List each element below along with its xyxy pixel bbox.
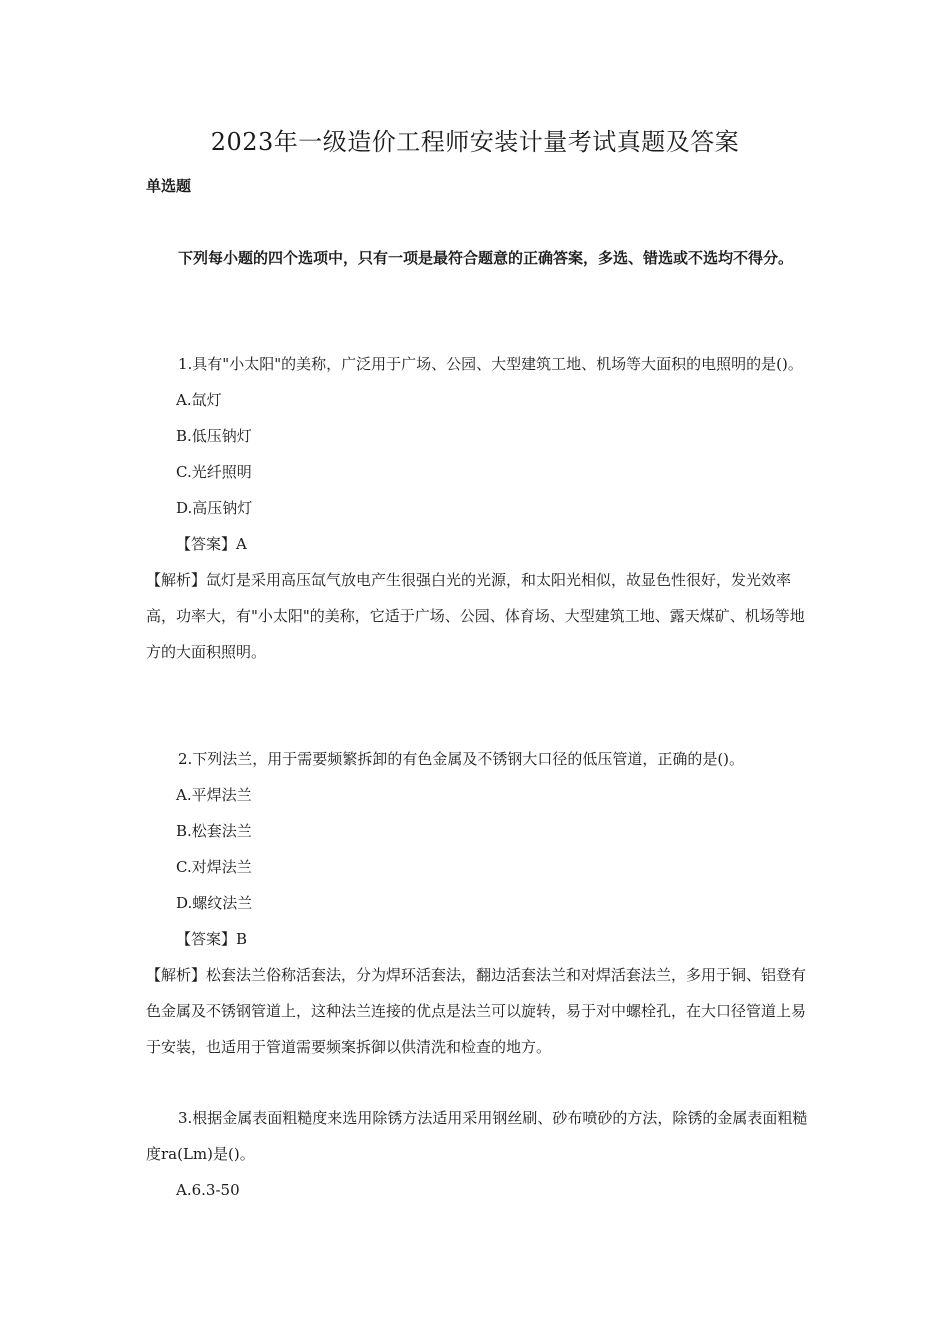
option-c: C.光纤照明 [176,463,252,481]
option-c: C.对焊法兰 [176,858,252,876]
question-3 [146,1100,810,1208]
option-a: A.氙灯 [176,391,222,409]
instructions: 下列每小题的四个选项中，只有一项是最符合题意的正确答案，多选、错选或不选均不得分。 [178,249,794,267]
question-stem: 3.根据金属表面粗糙度来选用除锈方法适用采用钢丝刷、砂布喷砂的方法，除锈的金属表面粗糙度ra(Lm)是()。 [146,1109,808,1163]
option-d: D.螺纹法兰 [176,894,253,912]
option-a: A.6.3-50 [176,1181,240,1199]
option-d: D.高压钠灯 [176,499,253,517]
question-stem: 1.具有"小太阳"的美称，广泛用于广场、公园、大型建筑工地、机场等大面积的电照明的是()。 [178,355,803,373]
explanation: 【解析】氙灯是采用高压氙气放电产生很强白光的光源，和太阳光相似，故显色性很好，发光效率高，功率大，有"小太阳"的美称，它适于广场、公园、体育场、大型建筑工地、露天煤矿、机场等地方的大面积照明。 [146,571,805,661]
option-b: B.低压钠灯 [176,427,252,445]
explanation: 【解析】松套法兰俗称活套法，分为焊环活套法，翻边活套法兰和对焊活套法兰，多用于铜、铝登有色金属及不锈钢管道上，这种法兰连接的优点是法兰可以旋转，易于对中螺栓孔，在大口径管道上易于安装，也适用于管道需要频案拆御以供清洗和检查的地方。 [146,966,807,1056]
question-stem: 2.下列法兰，用于需要频繁拆卸的有色金属及不锈钢大口径的低压管道，正确的是()。 [178,750,745,768]
option-b: B.松套法兰 [176,822,252,840]
document-title: 2023年一级造价工程师安装计量考试真题及答案 [210,128,740,156]
answer: 【答案】B [176,930,248,948]
answer: 【答案】A [176,535,247,553]
question-1 [146,346,810,670]
option-a: A.平焊法兰 [176,786,252,804]
question-2 [146,741,810,1065]
section-label: 单选题 [146,177,192,195]
